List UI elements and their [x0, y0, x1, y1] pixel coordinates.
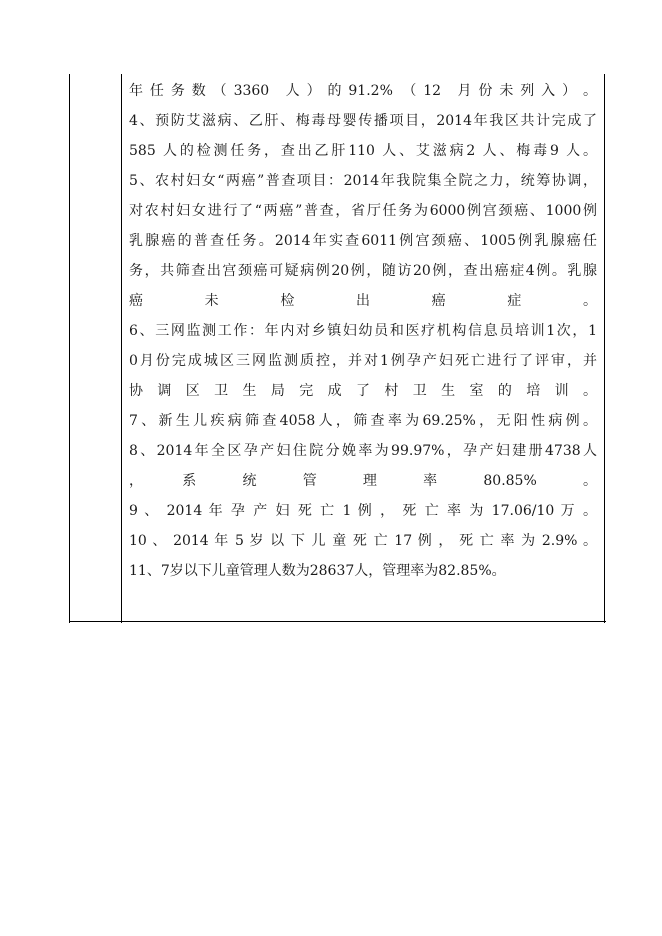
text-line: 10 、 2014 年 5 岁 以 下 儿 童 死 亡 17 例 ， 死 亡 率 为 2.9% 。 [129, 533, 597, 549]
text-line: 11、7岁以下儿童管理人数为28637人，管理率为82.85%。 [129, 563, 506, 579]
table-cell-content [129, 76, 597, 586]
table-border-right [604, 74, 605, 623]
table-border-bottom [69, 621, 606, 622]
text-line: 乳腺癌的普查任务。2014年实查6011例宫颈癌、1005例乳腺癌任 [129, 233, 597, 249]
text-line: 7、新生儿疾病筛查4058人，筛查率为69.25%，无阳性病例。 [129, 413, 597, 429]
table-border-column [121, 74, 122, 623]
text-line: 癌 未 检 出 癌 症 。 [129, 293, 597, 309]
text-line: 0月份完成城区三网监测质控，并对1例孕产妇死亡进行了评审，并 [129, 353, 597, 369]
text-line: 年 任 务 数 （ 3360 人 ） 的 91.2% （ 12 月 份 未 列 入 ） 。 [129, 83, 597, 99]
text-line: 585 人的检测任务，查出乙肝110 人、艾滋病2 人、梅毒9 人。 [129, 143, 597, 159]
text-line: 5、农村妇女“两癌”普查项目：2014年我院集全院之力，统筹协调， [129, 173, 597, 189]
table-border-left [69, 74, 70, 623]
text-line: 对农村妇女进行了“两癌”普查，省厅任务为6000例宫颈癌、1000例 [129, 203, 597, 219]
text-line: 8、2014年全区孕产妇住院分娩率为99.97%，孕产妇建册4738人 [129, 443, 597, 459]
text-line: 9 、 2014 年 孕 产 妇 死 亡 1 例 ， 死 亡 率 为 17.06/10 万 。 [129, 503, 597, 519]
text-line: ， 系 统 管 理 率 80.85% 。 [129, 473, 597, 489]
text-line: 6、三网监测工作：年内对乡镇妇幼员和医疗机构信息员培训1次，1 [129, 323, 597, 339]
text-line: 协 调 区 卫 生 局 完 成 了 村 卫 生 室 的 培 训 。 [129, 383, 597, 399]
text-line: 务，共筛查出宫颈癌可疑病例20例，随访20例，查出癌症4例。乳腺 [129, 263, 597, 279]
text-line: 4、预防艾滋病、乙肝、梅毒母婴传播项目，2014年我区共计完成了 [129, 113, 597, 129]
